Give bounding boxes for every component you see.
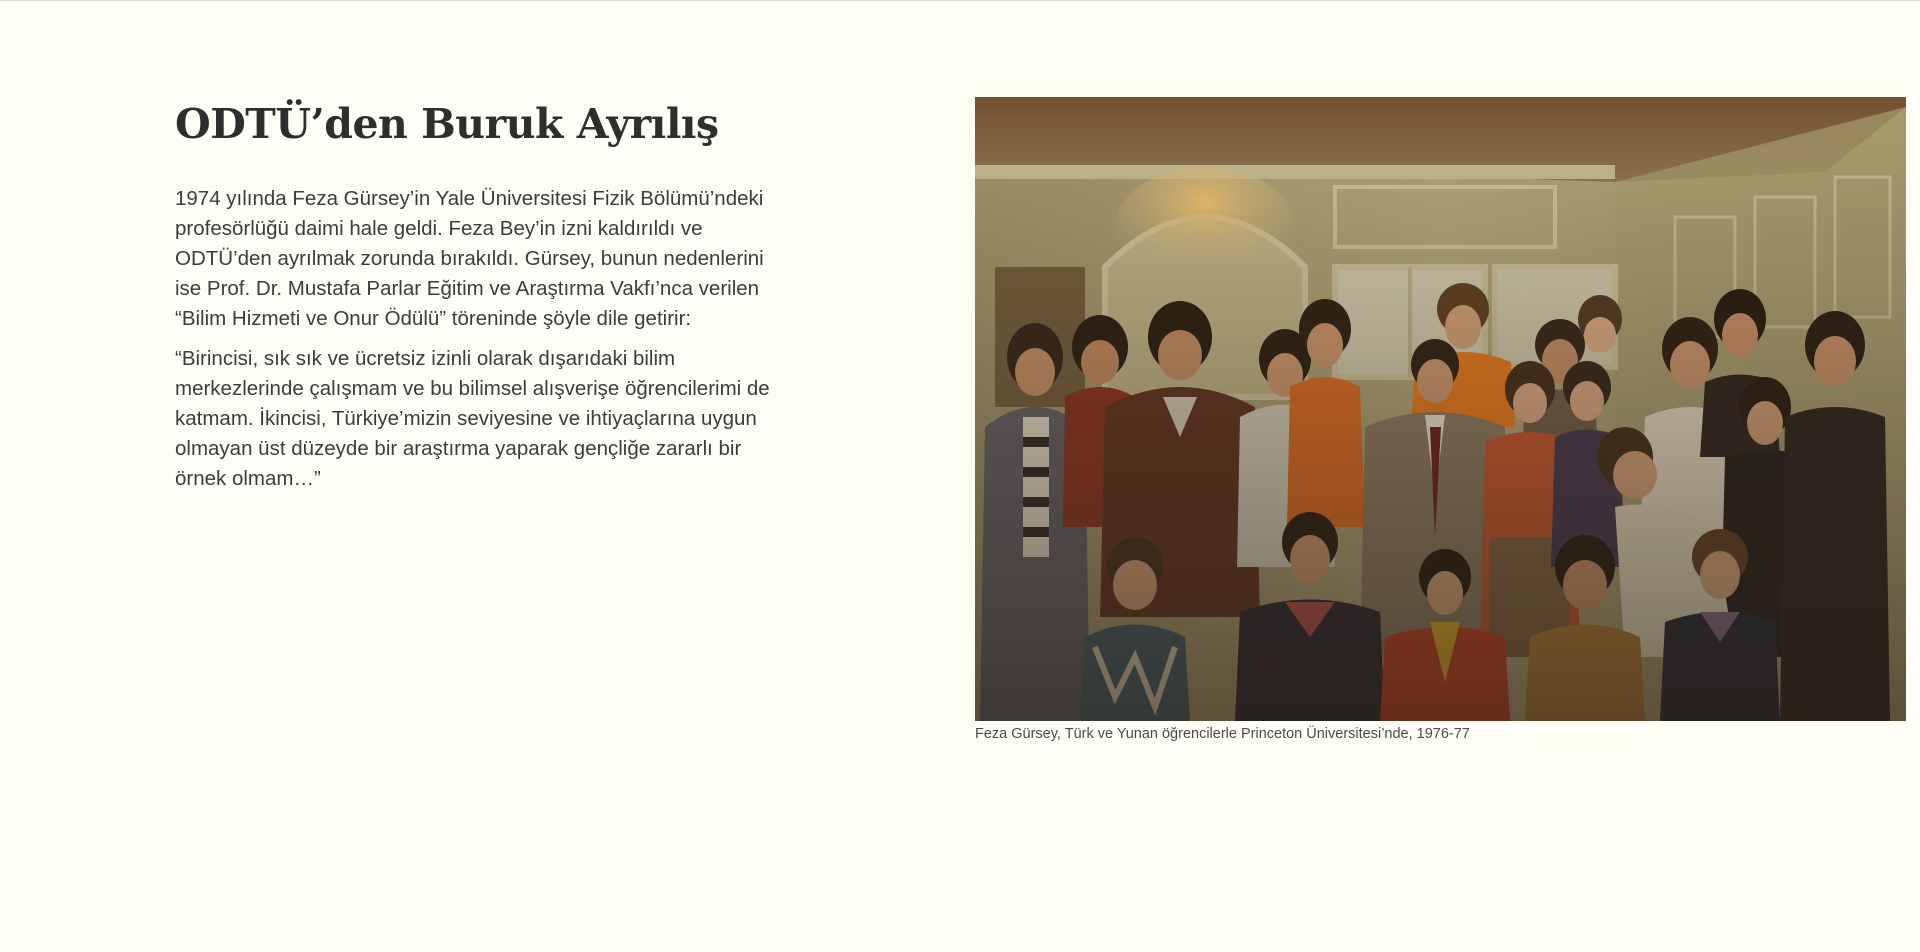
article-heading: ODTÜ’den Buruk Ayrılış bbox=[175, 100, 719, 148]
photo-figure bbox=[975, 97, 1906, 743]
group-photo bbox=[975, 97, 1906, 721]
top-divider bbox=[0, 0, 1920, 1]
photo-caption: Feza Gürsey, Türk ve Yunan öğrencilerle Princeton Üniversitesi’nde, 1976-77 bbox=[975, 726, 1470, 742]
article-quote: “Birincisi, sık sık ve ücretsiz izinli olarak dışarıdaki bilim merkezlerinde çalışmam ve bu bilimsel alışverişe öğrencilerimi de katmam. İkincisi, Türkiye’mizin seviyesine ve ihtiyaçlarına uygun olmayan üst düzeyde bir araştırma yaparak gençliğe zararlı bir örnek olmam…” bbox=[175, 347, 770, 490]
article-text bbox=[175, 96, 785, 504]
article-paragraph: 1974 yılında Feza Gürsey’in Yale Üniversitesi Fizik Bölümü’ndeki profesörlüğü daimi hale geldi. Feza Bey’in izni kaldırıldı ve ODTÜ’den ayrılmak zorunda bırakıldı. Gürsey, bunun nedenlerini ise Prof. Dr. Mustafa Parlar Eğitim ve Araştırma Vakfı’nca verilen “Bilim Hizmeti ve Onur Ödülü” töreninde şöyle dile getirir: bbox=[175, 187, 764, 330]
